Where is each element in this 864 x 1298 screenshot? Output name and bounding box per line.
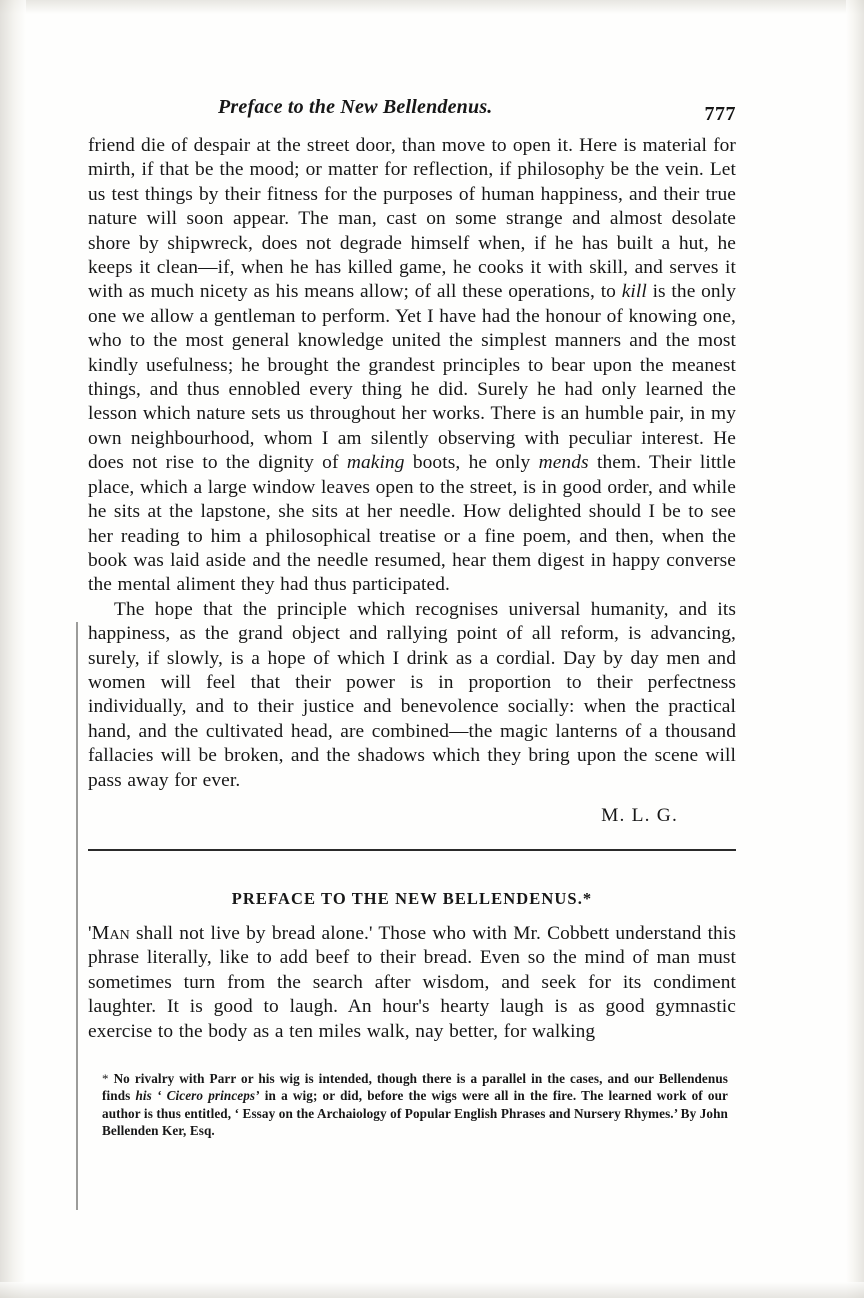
- paragraph-hope: The hope that the principle which recognises universal humanity, and its happiness, as the grand object and rallying point of all reform, is advancing, surely, if slowly, is a hope of which I drink as a cordial. Day by day men and women will feel that their power is in proportion to their perfectness individually, and to their justice and benevolence socially: when the practical hand, and the cultivated head, are combined—the magic lanterns of a thousand fallacies will be broken, and the shadows which they bring upon the scene will pass away for ever.: [88, 598, 736, 791]
- scan-edge-left: [0, 0, 26, 1298]
- page-number: 777: [704, 103, 736, 125]
- section-divider-rule: [88, 849, 736, 851]
- author-signature: M. L. G.: [601, 804, 678, 826]
- article-one-body: [88, 134, 736, 827]
- opening-quote: ': [88, 922, 92, 944]
- scan-edge-top: [0, 0, 864, 14]
- footnote-text: * No rivalry with Parr or his wig is intended, though there is a parallel in the cases, and our Bellendenus finds his ‘ Cicero princeps’ in a wig; or did, before the wigs were all in the fire. The learned work of our author is thus entitled, ‘ Essay on the Archaiology of Popular English Phrases and Nursery Rhymes.’ By John Bellenden Ker, Esq.: [102, 1071, 728, 1139]
- paragraph-opening: 'Man shall not live by bread alone.' Those who with Mr. Cobbett understand this phrase literally, like to add beef to their bread. Even so the mind of man must sometimes turn from the search after wisdom, and seek for its condiment laughter. It is good to laugh. An hour's hearty laugh is as good gymnastic exercise to the body as a ten miles walk, nay better, for walking: [88, 921, 736, 1042]
- opening-smallcaps: Man: [91, 921, 130, 944]
- scan-edge-right: [846, 0, 864, 1298]
- running-head-title: Preface to the New Bellendenus.: [218, 96, 493, 118]
- scan-edge-bottom: [0, 1282, 864, 1298]
- section-title-text: PREFACE TO THE NEW BELLENDENUS.: [231, 888, 583, 908]
- footnote-marker-icon: *: [582, 888, 593, 908]
- footnote-asterisk-icon: *: [102, 1071, 109, 1086]
- section-title: [88, 889, 736, 909]
- running-header: [88, 96, 736, 126]
- paragraph-continued: friend die of despair at the street door, than move to open it. Here is material for mirth, if that be the mood; or matter for reflection, if philosophy be the vein. Let us test things by their fitness for the purposes of human happiness, and their true nature will soon appear. The man, cast on some strange and almost desolate shore by shipwreck, does not degrade himself when, if he has built a hut, he keeps it clean—if, when he has killed game, he cooks it with skill, and serves it with as much nicety as his means allow; of all these operations, to kill is the only one we allow a gentleman to perform. Yet I have had the honour of knowing one, who to the most general knowledge united the simplest manners and the most kindly usefulness; he brought the grandest principles to bear upon the meanest things, and thus ennobled every thing he did. Surely he had only learned the lesson which nature sets us throughout her works. There is an humble pair, in my own neighbourhood, whom I am silently observing with peculiar interest. He does not rise to the dignity of making boots, he only mends them. Their little place, which a large window leaves open to the street, is in good order, and while he sits at the lapstone, she sits at her needle. How delighted should I be to see her reading to him a philosophical treatise or a fine poem, and then, when the book was laid aside and the needle resumed, hear them digest in happy converse the mental aliment they had thus participated.: [88, 135, 736, 596]
- gutter-rule: [76, 622, 78, 1210]
- article-two-body: [88, 921, 736, 1044]
- page-content: [88, 96, 736, 1140]
- footnote-block: [88, 1070, 728, 1140]
